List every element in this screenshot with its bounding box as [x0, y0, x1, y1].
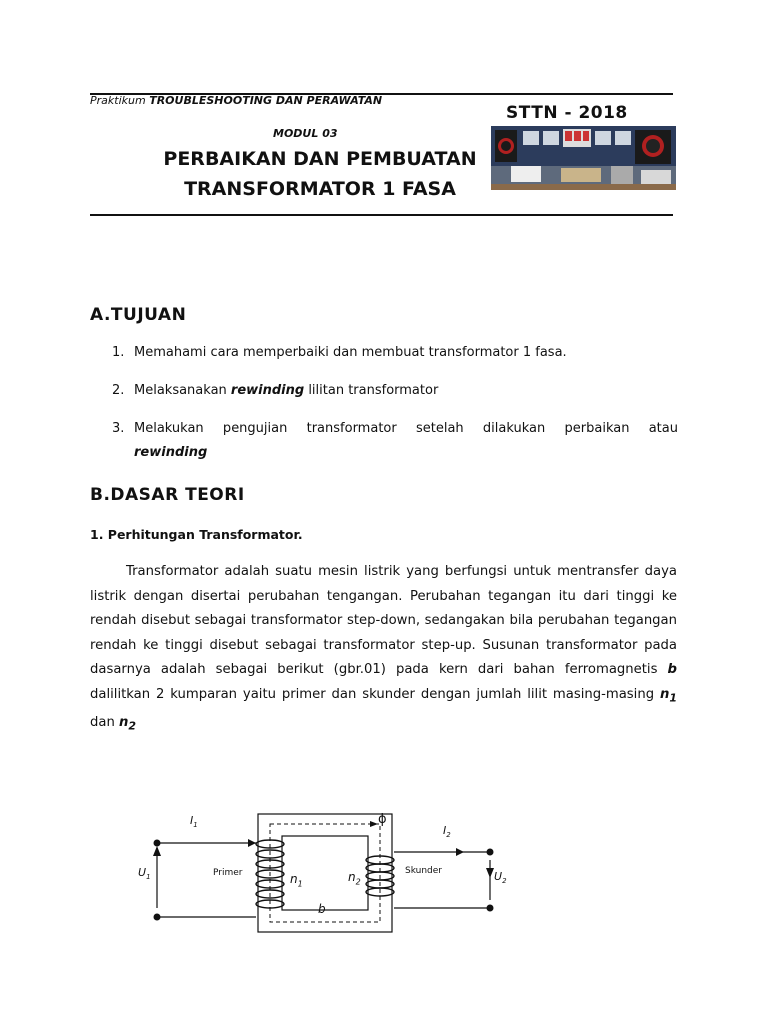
- list-item-number: 2.: [112, 383, 125, 398]
- paragraph-conjunction: dan: [90, 714, 120, 730]
- list-item-text: Melakukan pengujian transformator setelah dilakukan perbaikan atau: [134, 421, 678, 436]
- label-skunder: Skunder: [405, 866, 443, 876]
- label-i2: $I_2$: [443, 824, 451, 840]
- list-item-number: 1.: [112, 345, 125, 360]
- list-item-text-pre: Melaksanakan: [134, 383, 231, 398]
- paragraph-text-2: dalilitkan 2 kumparan yaitu primer dan skunder dengan jumlah lilit masing-masing: [90, 686, 660, 702]
- label-n1: $n_1$: [290, 872, 303, 889]
- u2-arrow: [486, 868, 494, 878]
- list-item-3-continuation: [134, 445, 207, 460]
- list-item-2: [112, 383, 678, 398]
- terminal: [487, 905, 494, 912]
- list-item-3: [112, 421, 678, 436]
- course-name: TROUBLESHOOTING DAN PERAWATAN: [149, 94, 383, 107]
- paragraph-text-1: Transformator adalah suatu mesin listrik yang berfungsi untuk mentransfer daya listrik dengan disertai perubahan tengangan. Perubahan tegangan itu dari tinggi ke rendah disebut sebagai transformator step-down, sedangakan bila perubahan tegangan rendah ke tinggi disebut sebagai transformator step-up. Susunan transformator pada dasarnya adalah sebagai berikut (gbr.01) pada kern dari bahan ferromagnetis: [90, 564, 677, 677]
- list-item-emphasis: rewinding: [230, 383, 305, 398]
- header-rule-top: [90, 93, 673, 95]
- sub-heading: 1. Perhitungan Transformator.: [90, 527, 303, 542]
- label-u2: $U_2$: [494, 870, 507, 886]
- n2-symbol: n: [119, 714, 129, 730]
- institution-label: STTN - 2018: [506, 103, 628, 123]
- transformer-diagram: [130, 800, 530, 944]
- paragraph-core-symbol: b: [667, 662, 677, 677]
- i1-arrow: [248, 839, 256, 847]
- terminal: [154, 914, 161, 921]
- course-prefix: Praktikum: [90, 94, 146, 107]
- page-title-line2: TRANSFORMATOR 1 FASA: [184, 178, 456, 200]
- label-i1: $I_1$: [190, 814, 198, 830]
- page-title-line1: PERBAIKAN DAN PEMBUATAN: [163, 148, 477, 170]
- header-rule-bottom: [90, 214, 673, 216]
- list-item-text-post: lilitan transformator: [304, 383, 439, 398]
- list-item-emphasis: rewinding: [134, 445, 208, 460]
- u1-arrow: [153, 846, 161, 856]
- n1-symbol: n: [659, 686, 670, 702]
- label-phi: ϕ: [378, 812, 387, 827]
- terminal: [154, 840, 161, 847]
- i2-arrow: [456, 848, 464, 856]
- label-u1: $U_1$: [138, 866, 151, 882]
- label-primer: Primer: [213, 868, 243, 878]
- n1-subscript: 1: [669, 691, 677, 705]
- label-n2: $n_2$: [348, 870, 361, 887]
- module-label: MODUL 03: [273, 127, 338, 140]
- section-b-heading: B.DASAR TEORI: [90, 485, 245, 505]
- terminal: [487, 849, 494, 856]
- section-a-heading: A.TUJUAN: [90, 305, 187, 325]
- list-item-number: 3.: [112, 421, 125, 436]
- flux-arrow: [370, 821, 378, 827]
- lab-equipment-photo: [491, 126, 676, 190]
- n2-subscript: 2: [128, 719, 137, 733]
- list-item-1: [112, 345, 678, 360]
- course-line: [90, 94, 382, 107]
- list-item-text: Memahami cara memperbaiki dan membuat transformator 1 fasa.: [134, 345, 567, 360]
- label-core-b: b: [318, 902, 326, 916]
- theory-paragraph: [90, 560, 677, 739]
